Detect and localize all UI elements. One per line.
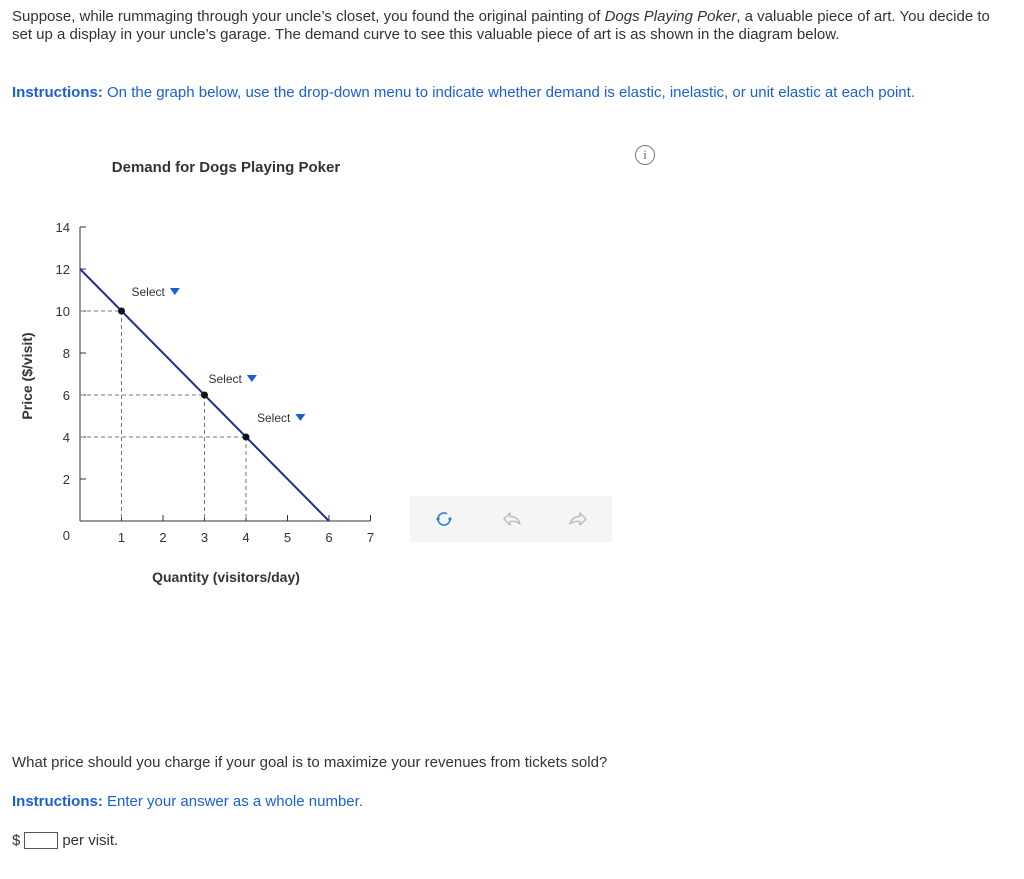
dropdown-caret-icon[interactable]	[295, 414, 305, 421]
instructions-label: Instructions:	[12, 84, 103, 101]
answer-row	[12, 832, 118, 849]
problem-intro	[12, 8, 1002, 44]
demand-chart	[0, 140, 420, 600]
y-tick-label: 12	[55, 262, 70, 277]
undo-icon[interactable]	[501, 508, 523, 530]
elasticity-dropdown-label[interactable]: Select	[208, 372, 242, 386]
x-tick-label: 4	[242, 530, 250, 545]
chart-title: Demand for Dogs Playing Poker	[111, 159, 341, 176]
y-tick-label: 8	[62, 346, 70, 361]
currency-symbol: $	[12, 832, 21, 849]
x-tick-label: 1	[117, 530, 126, 545]
instructions-label: Instructions:	[12, 793, 103, 810]
answer-unit: per visit.	[62, 832, 119, 849]
instructions-text: On the graph below, use the drop-down menu to indicate whether demand is elastic, inelastic, or unit elastic at each point.	[102, 84, 915, 101]
y-tick-label: 10	[55, 304, 70, 319]
x-tick-label: 2	[159, 530, 167, 545]
demand-point	[243, 434, 250, 441]
price-answer-input[interactable]	[24, 832, 58, 849]
y-tick-label: 4	[62, 430, 70, 445]
x-tick-label: 5	[283, 530, 292, 545]
x-tick-label: 6	[325, 530, 333, 545]
elasticity-dropdown-label[interactable]: Select	[257, 411, 291, 425]
reset-icon[interactable]	[433, 508, 455, 530]
dropdown-caret-icon[interactable]	[170, 288, 180, 295]
x-tick-label: 7	[366, 530, 375, 545]
instructions-text: Enter your answer as a whole number.	[102, 793, 363, 810]
info-icon[interactable]: i	[635, 145, 655, 165]
elasticity-dropdown-label[interactable]: Select	[131, 285, 165, 299]
x-axis-title: Quantity (visitors/day)	[152, 569, 300, 585]
dropdown-caret-icon[interactable]	[247, 375, 257, 382]
y-tick-label: 14	[55, 220, 70, 235]
origin-label: 0	[62, 528, 70, 543]
intro-text-after: , a valuable piece of art. You decide to set up a display in your uncle’s garage. The demand curve to see this valuable piece of art is as shown in the diagram below.	[12, 8, 990, 43]
graph-toolbar	[410, 496, 612, 542]
demand-point	[201, 392, 208, 399]
painting-title: Dogs Playing Poker	[604, 8, 737, 25]
intro-text-before: Suppose, while rummaging through your uncle’s closet, you found the original painting of	[12, 8, 605, 25]
x-tick-label: 3	[200, 530, 209, 545]
redo-icon[interactable]	[567, 508, 589, 530]
revenue-question: What price should you charge if your goal is to maximize your revenues from tickets sold?	[12, 754, 608, 771]
y-axis-title: Price ($/visit)	[19, 332, 35, 420]
answer-instructions	[12, 793, 1002, 811]
graph-instructions	[12, 84, 1002, 102]
y-tick-label: 2	[62, 472, 70, 487]
demand-point	[118, 308, 125, 315]
y-tick-label: 6	[62, 388, 70, 403]
